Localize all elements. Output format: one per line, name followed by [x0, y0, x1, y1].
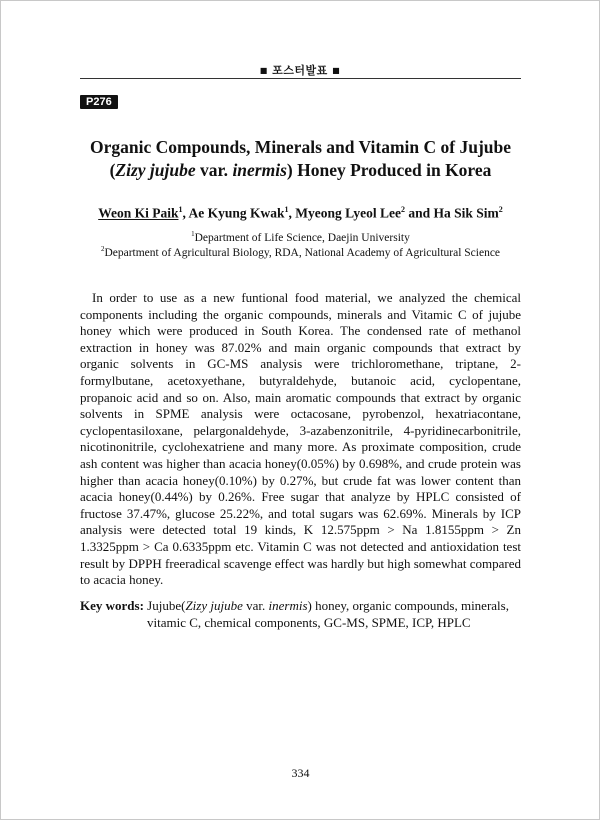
section-title: 포스터발표 — [272, 64, 328, 77]
keywords-label: Key words: — [80, 598, 144, 613]
poster-id-badge: P276 — [80, 95, 118, 109]
paper-title — [80, 136, 521, 182]
header-rule — [80, 78, 521, 79]
author-sep: , — [182, 205, 189, 221]
keywords-pre: Jujube( — [143, 598, 186, 613]
author-1-sup: 1 — [178, 205, 183, 214]
affiliation-2-text: Department of Agricultural Biology, RDA, National Academy of Agricultural Science — [104, 246, 501, 259]
bullet-left: ■ — [259, 66, 268, 75]
title-line-1: Organic Compounds, Minerals and Vitamin C of Jujube — [89, 137, 512, 157]
affiliation-2-sup: 2 — [100, 245, 105, 253]
author-3: Myeong Lyeol Lee — [295, 205, 401, 221]
title-species: Zizy jujube — [115, 160, 196, 180]
author-2-sup: 1 — [284, 205, 289, 214]
keywords-variety: inermis — [268, 598, 308, 613]
title-paren: ( — [109, 160, 116, 180]
keywords-species: Zizy jujube — [185, 598, 243, 613]
abstract-body: In order to use as a new funtional food material, we analyzed the chemical components including the organic compounds, minerals and Vitamic C of jujube honey which were produced in South Korea. The condensed rate of methanol extraction in honey was 87.02% and main organic compounds that extract by organic solvents in GC-MS analysis were trichloromethane, triptane, 2-formylbutane, acetoxyethane, butyraldehyde, butanoic acid, cyclopentane, propanoic acid and so on. Also, main aromatic compounds that extract by organic solvents in SPME analysis were octacosane, pyrobenzol, hexatriacontane, cyclopentasiloxane, pelargonaldehyde, 3-azabenzonitrile, 4-pyridinecarbonitrile, nicotinonitrile, cyclohexatriene and many more. As proximate composition, crude ash content was higher than acacia honey(0.05%) by 0.698%, and crude protein was higher than acacia honey(0.10%) by 0.27%, but crude fat was lower content than acacia honey(0.44%) by 0.26%. Free sugar that analyze by HPLC consisted of fructose 37.47%, glucose 25.22%, and total sugars was 62.69%. Minerals by ICP analysis were detected total 19 kinds, K 12.575ppm > Na 1.8155ppm > Zn 1.3325ppm > Ca 0.6335ppm etc. Vitamin C was not detected and antioxidation test result by DPPH freeradical scavenge effect was hardly but high somewhat compared to acacia honey. — [80, 290, 521, 588]
author-4-sup: 2 — [498, 205, 503, 214]
bullet-right: ■ — [332, 66, 341, 75]
author-1: Weon Ki Paik — [98, 205, 179, 221]
keywords — [80, 597, 521, 631]
title-var: var. — [195, 160, 233, 180]
affiliation-1 — [80, 230, 521, 244]
affiliation-2 — [80, 245, 521, 259]
title-line-2 — [80, 159, 521, 182]
keywords-rest-2: vitamic C, chemical components, GC-MS, SPME, ICP, HPLC — [147, 615, 471, 630]
author-4: and Ha Sik Sim — [408, 205, 499, 221]
affiliation-1-text: Department of Life Science, Daejin University — [194, 231, 410, 244]
author-list — [80, 205, 521, 222]
section-header — [80, 62, 520, 78]
keywords-rest-1: ) honey, organic compounds, minerals, — [307, 598, 509, 613]
title-rest: ) Honey Produced in Korea — [286, 160, 492, 180]
author-3-sup: 2 — [401, 205, 405, 214]
page-number: 334 — [291, 766, 310, 780]
affiliation-1-sup: 1 — [191, 230, 195, 238]
keywords-var: var. — [242, 598, 269, 613]
author-sep: , — [288, 205, 296, 221]
author-2: Ae Kyung Kwak — [188, 205, 285, 221]
title-variety: inermis — [232, 160, 287, 180]
